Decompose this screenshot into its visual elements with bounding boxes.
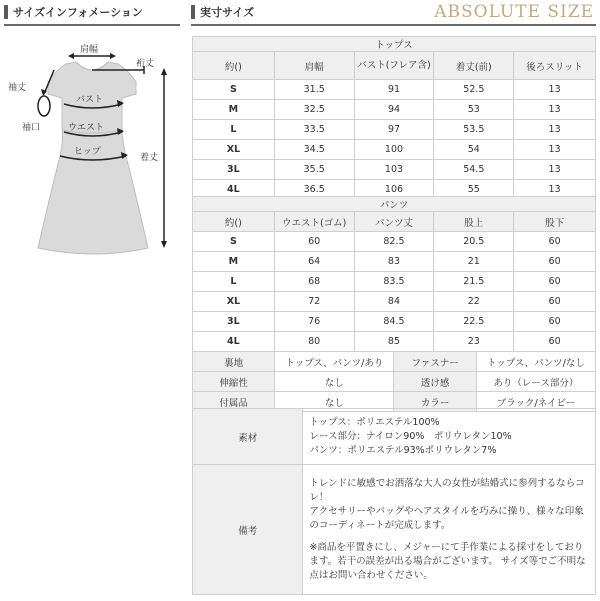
size-info-title: サイズインフォメーション [13,6,143,19]
table-row [193,120,596,140]
remarks-line: トレンドに敏感でお洒落な大人の女性が結婚式に参列するならコレ！ [309,477,585,503]
actual-size-underline [191,24,596,26]
spec-key: 伸縮性 [193,372,275,392]
value-cell: 84 [354,292,434,312]
waist-label: ウエスト [68,123,105,133]
value-cell: 23 [434,332,514,352]
table-row [193,140,596,160]
tops-size-table [192,36,596,200]
size-cell: L [193,120,275,140]
value-cell: 60 [514,232,596,252]
table-row [193,292,596,312]
cuff-label: 袖口 [22,123,41,133]
spec-key: 透け感 [394,372,476,392]
value-cell: 13 [514,160,596,180]
col-header: パンツ丈 [354,212,434,232]
size-cell: XL [193,140,275,160]
material-label: 素材 [193,409,303,465]
material-line: レース部分：ナイロン90% ポリウレタン10% [309,430,512,442]
value-cell: 22 [434,292,514,312]
value-cell: 53.5 [434,120,514,140]
value-cell: 60 [514,312,596,332]
length-arrow-head-bottom [161,241,167,248]
header-bar [4,5,8,19]
value-cell: 83.5 [354,272,434,292]
value-cell: 85 [354,332,434,352]
spec-value: なし [275,392,394,412]
actual-size-title: 実寸サイズ [200,6,255,19]
value-cell: 33.5 [274,120,354,140]
size-info-underline [4,24,180,26]
size-cell: 4L [193,332,275,352]
sleeve-label: 袖丈 [8,83,27,93]
col-header: 約() [193,212,275,232]
tops-section-label: トップス [193,37,596,52]
measurement-note: ※商品を平置きにし、メジャーにて手作業による採寸をしております。若干の誤差が出る場合がございます。 サイズ等でご不明な点はお問い合わせください。 [309,541,586,581]
value-cell: 103 [354,160,434,180]
value-cell: 32.5 [274,100,354,120]
value-cell: 35.5 [274,160,354,180]
garment-illustration [4,34,180,260]
col-header: 着丈(前) [434,52,514,80]
size-info-header [4,0,180,24]
value-cell: 22.5 [434,312,514,332]
value-cell: 60 [514,292,596,312]
dress-silhouette [38,62,148,254]
length-label: 着丈 [140,153,159,163]
value-cell: 55 [434,180,514,200]
value-cell: 21.5 [434,272,514,292]
shoulder-arrow-head-right [110,53,116,59]
size-cell: S [193,80,275,100]
spec-row [193,372,596,392]
spec-value: あり（レース部分） [476,372,595,392]
value-cell: 36.5 [274,180,354,200]
bust-label: バスト [76,95,104,105]
col-header: ウエスト(ゴム) [274,212,354,232]
table-row [193,100,596,120]
remarks-row [193,465,596,595]
value-cell: 31.5 [274,80,354,100]
material-row [193,409,596,465]
brand-absolute-size: ABSOLUTE SIZE [434,2,594,22]
length-arrow-head-top [161,68,167,75]
value-cell: 84.5 [354,312,434,332]
size-cell: M [193,100,275,120]
value-cell: 72 [274,292,354,312]
remarks-text [303,465,596,595]
value-cell: 20.5 [434,232,514,252]
spec-key: ファスナー [394,352,476,372]
value-cell: 94 [354,100,434,120]
table-row [193,80,596,100]
cuff-loop [38,96,50,116]
value-cell: 13 [514,140,596,160]
table-row [193,312,596,332]
col-header: 後ろスリット [514,52,596,80]
material-line: トップス：ポリエステル100% [309,416,440,428]
value-cell: 52.5 [434,80,514,100]
value-cell: 106 [354,180,434,200]
value-cell: 13 [514,120,596,140]
spec-row [193,352,596,372]
value-cell: 60 [274,232,354,252]
shoulder-label: 肩幅 [80,45,99,55]
value-cell: 13 [514,180,596,200]
value-cell: 54.5 [434,160,514,180]
size-cell: XL [193,292,275,312]
spec-value: ブラック/ネイビー [476,392,595,412]
col-header: バスト(フレア含) [354,52,434,80]
armhole-label: 裄丈 [136,59,155,69]
value-cell: 100 [354,140,434,160]
col-header: 約() [193,52,275,80]
value-cell: 60 [514,272,596,292]
spec-key: カラー [394,392,476,412]
size-cell: 3L [193,160,275,180]
material-text [303,409,596,465]
table-row [193,272,596,292]
table-row [193,252,596,272]
spec-value: なし [275,372,394,392]
value-cell: 82.5 [354,232,434,252]
hip-label: ヒップ [74,147,101,157]
material-line: パンツ：ポリエステル93%ポリウレタン7% [309,444,497,456]
pants-size-table [192,196,596,352]
value-cell: 80 [274,332,354,352]
shoulder-arrow-head-left [68,53,74,59]
table-row [193,332,596,352]
product-specs-table [192,351,596,412]
col-header: 股下 [514,212,596,232]
material-remarks-table [192,408,596,595]
col-header: 股上 [434,212,514,232]
value-cell: 91 [354,80,434,100]
spec-value: トップス、パンツ/あり [275,352,394,372]
header-bar [191,5,195,19]
pants-section-label: パンツ [193,197,596,212]
value-cell: 60 [514,332,596,352]
spec-key: 付属品 [193,392,275,412]
size-cell: L [193,272,275,292]
remarks-label: 備考 [193,465,303,595]
value-cell: 97 [354,120,434,140]
value-cell: 13 [514,100,596,120]
size-cell: M [193,252,275,272]
size-cell: S [193,232,275,252]
value-cell: 13 [514,80,596,100]
value-cell: 68 [274,272,354,292]
value-cell: 34.5 [274,140,354,160]
spec-value: トップス、パンツ/なし [476,352,595,372]
value-cell: 76 [274,312,354,332]
size-cell: 3L [193,312,275,332]
value-cell: 53 [434,100,514,120]
table-row [193,232,596,252]
value-cell: 60 [514,252,596,272]
remarks-line: アクセサリーやバッグやヘアスタイルを巧みに操り、様々な印象のコーディネートが完成します。 [309,505,584,531]
table-row [193,160,596,180]
value-cell: 64 [274,252,354,272]
value-cell: 83 [354,252,434,272]
spec-key: 裏地 [193,352,275,372]
size-cell: 4L [193,180,275,200]
value-cell: 54 [434,140,514,160]
col-header: 肩幅 [274,52,354,80]
value-cell: 21 [434,252,514,272]
